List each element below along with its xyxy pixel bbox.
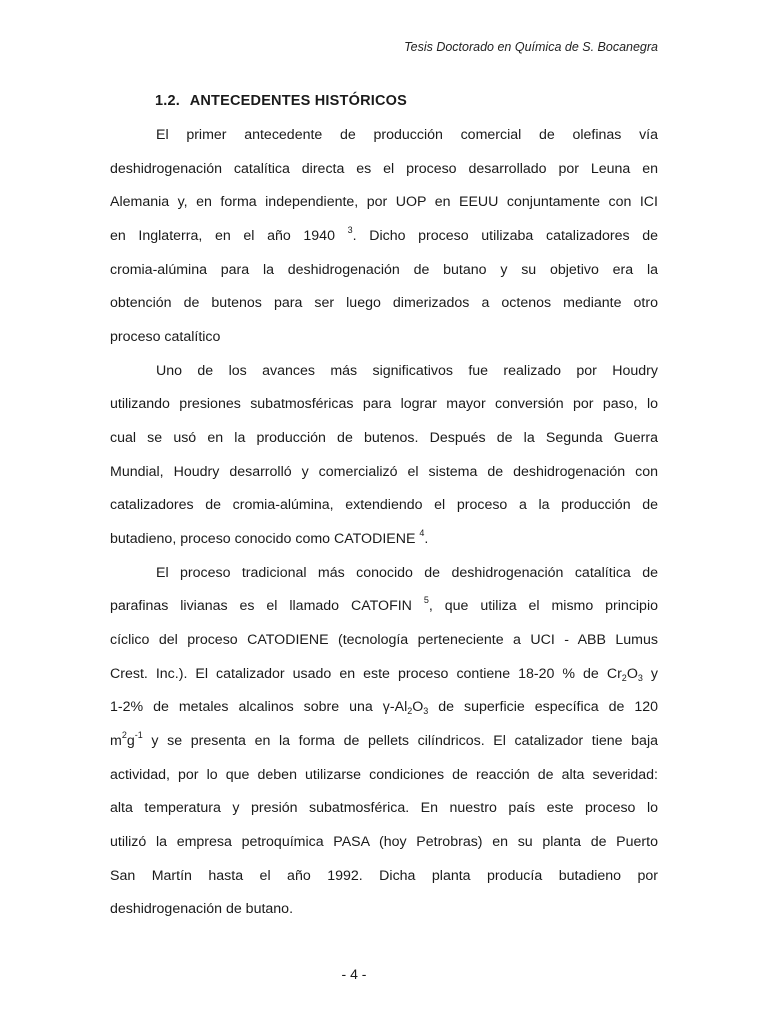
section-title: ANTECEDENTES HISTÓRICOS bbox=[189, 93, 407, 109]
paragraph-1-line: obtención de butenos para ser luego dimerizados a octenos mediante otro bbox=[110, 295, 658, 311]
text-segment: en Inglaterra, en el año 1940 bbox=[110, 228, 335, 244]
subscript: 3 bbox=[637, 673, 643, 683]
reference-marker: 4 bbox=[419, 528, 425, 538]
paragraph-1-line: deshidrogenación catalítica directa es el proceso desarrollado por Leuna en bbox=[110, 161, 658, 177]
paragraph-1-line: proceso catalítico bbox=[110, 329, 221, 345]
paragraph-1-line: cromia-alúmina para la deshidrogenación de butano y su objetivo era la bbox=[110, 262, 658, 278]
paragraph-2-line: Uno de los avances más significativos fue realizado por Houdry bbox=[156, 363, 658, 379]
paragraph-2-line bbox=[110, 522, 658, 556]
section-number: 1.2. bbox=[155, 93, 180, 109]
paragraph-1-line bbox=[110, 219, 658, 253]
running-header: Tesis Doctorado en Química de S. Bocanegra bbox=[404, 40, 658, 54]
text-segment: 1-2% de metales alcalinos sobre una γ-Al bbox=[110, 699, 408, 715]
text-segment: y bbox=[642, 666, 658, 682]
text-segment: butadieno, proceso conocido como CATODIENE bbox=[110, 531, 416, 547]
reference-marker: 5 bbox=[423, 595, 429, 605]
text-segment: g bbox=[126, 733, 135, 749]
text-segment: , que utiliza el mismo principio bbox=[428, 598, 658, 614]
paragraph-3-line bbox=[110, 690, 658, 724]
text-segment: parafinas livianas es el llamado CATOFIN bbox=[110, 598, 412, 614]
text-segment: . Dicho proceso utilizaba catalizadores de bbox=[352, 228, 658, 244]
subscript: 2 bbox=[407, 706, 413, 716]
reference-marker: 3 bbox=[347, 225, 353, 235]
paragraph-3-line bbox=[110, 724, 658, 758]
section-heading bbox=[155, 93, 407, 109]
paragraph-2-line: Mundial, Houdry desarrolló y comercializó el sistema de deshidrogenación con bbox=[110, 464, 658, 480]
paragraph-2-line: utilizando presiones subatmosféricas para lograr mayor conversión por paso, lo bbox=[110, 396, 658, 412]
paragraph-3-line: El proceso tradicional más conocido de deshidrogenación catalítica de bbox=[156, 565, 658, 581]
paragraph-3-line: utilizó la empresa petroquímica PASA (hoy Petrobras) en su planta de Puerto bbox=[110, 834, 658, 850]
paragraph-3-line: deshidrogenación de butano. bbox=[110, 901, 294, 917]
paragraph-3-line: San Martín hasta el año 1992. Dicha planta producía butadieno por bbox=[110, 868, 658, 884]
text-segment: O bbox=[626, 666, 638, 682]
paragraph-3-line: alta temperatura y presión subatmosférica. En nuestro país este proceso lo bbox=[110, 800, 658, 816]
subscript: 2 bbox=[621, 673, 627, 683]
text-segment: Crest. Inc.). El catalizador usado en este proceso contiene 18-20 % de Cr bbox=[110, 666, 622, 682]
paragraph-3-line bbox=[110, 589, 658, 623]
superscript: -1 bbox=[134, 730, 143, 740]
text-segment: de superficie específica de 120 bbox=[428, 699, 658, 715]
page-number: - 4 - bbox=[341, 966, 367, 982]
paragraph-3-line: cíclico del proceso CATODIENE (tecnología perteneciente a UCI - ABB Lumus bbox=[110, 632, 658, 648]
paragraph-2-line: cual se usó en la producción de butenos. Después de la Segunda Guerra bbox=[110, 430, 658, 446]
paragraph-3-line: actividad, por lo que deben utilizarse condiciones de reacción de alta severidad: bbox=[110, 767, 658, 783]
paragraph-1-line: Alemania y, en forma independiente, por UOP en EEUU conjuntamente con ICI bbox=[110, 194, 658, 210]
text-segment: . bbox=[424, 531, 429, 547]
paragraph-2-line: catalizadores de cromia-alúmina, extendiendo el proceso a la producción de bbox=[110, 497, 658, 513]
text-segment: O bbox=[412, 699, 424, 715]
text-segment: m bbox=[110, 733, 122, 749]
subscript: 3 bbox=[423, 706, 429, 716]
paragraph-1-line: El primer antecedente de producción comercial de olefinas vía bbox=[156, 127, 658, 143]
paragraph-3-line bbox=[110, 657, 658, 691]
text-segment: y se presenta en la forma de pellets cilíndricos. El catalizador tiene baja bbox=[142, 733, 658, 749]
superscript: 2 bbox=[121, 730, 127, 740]
